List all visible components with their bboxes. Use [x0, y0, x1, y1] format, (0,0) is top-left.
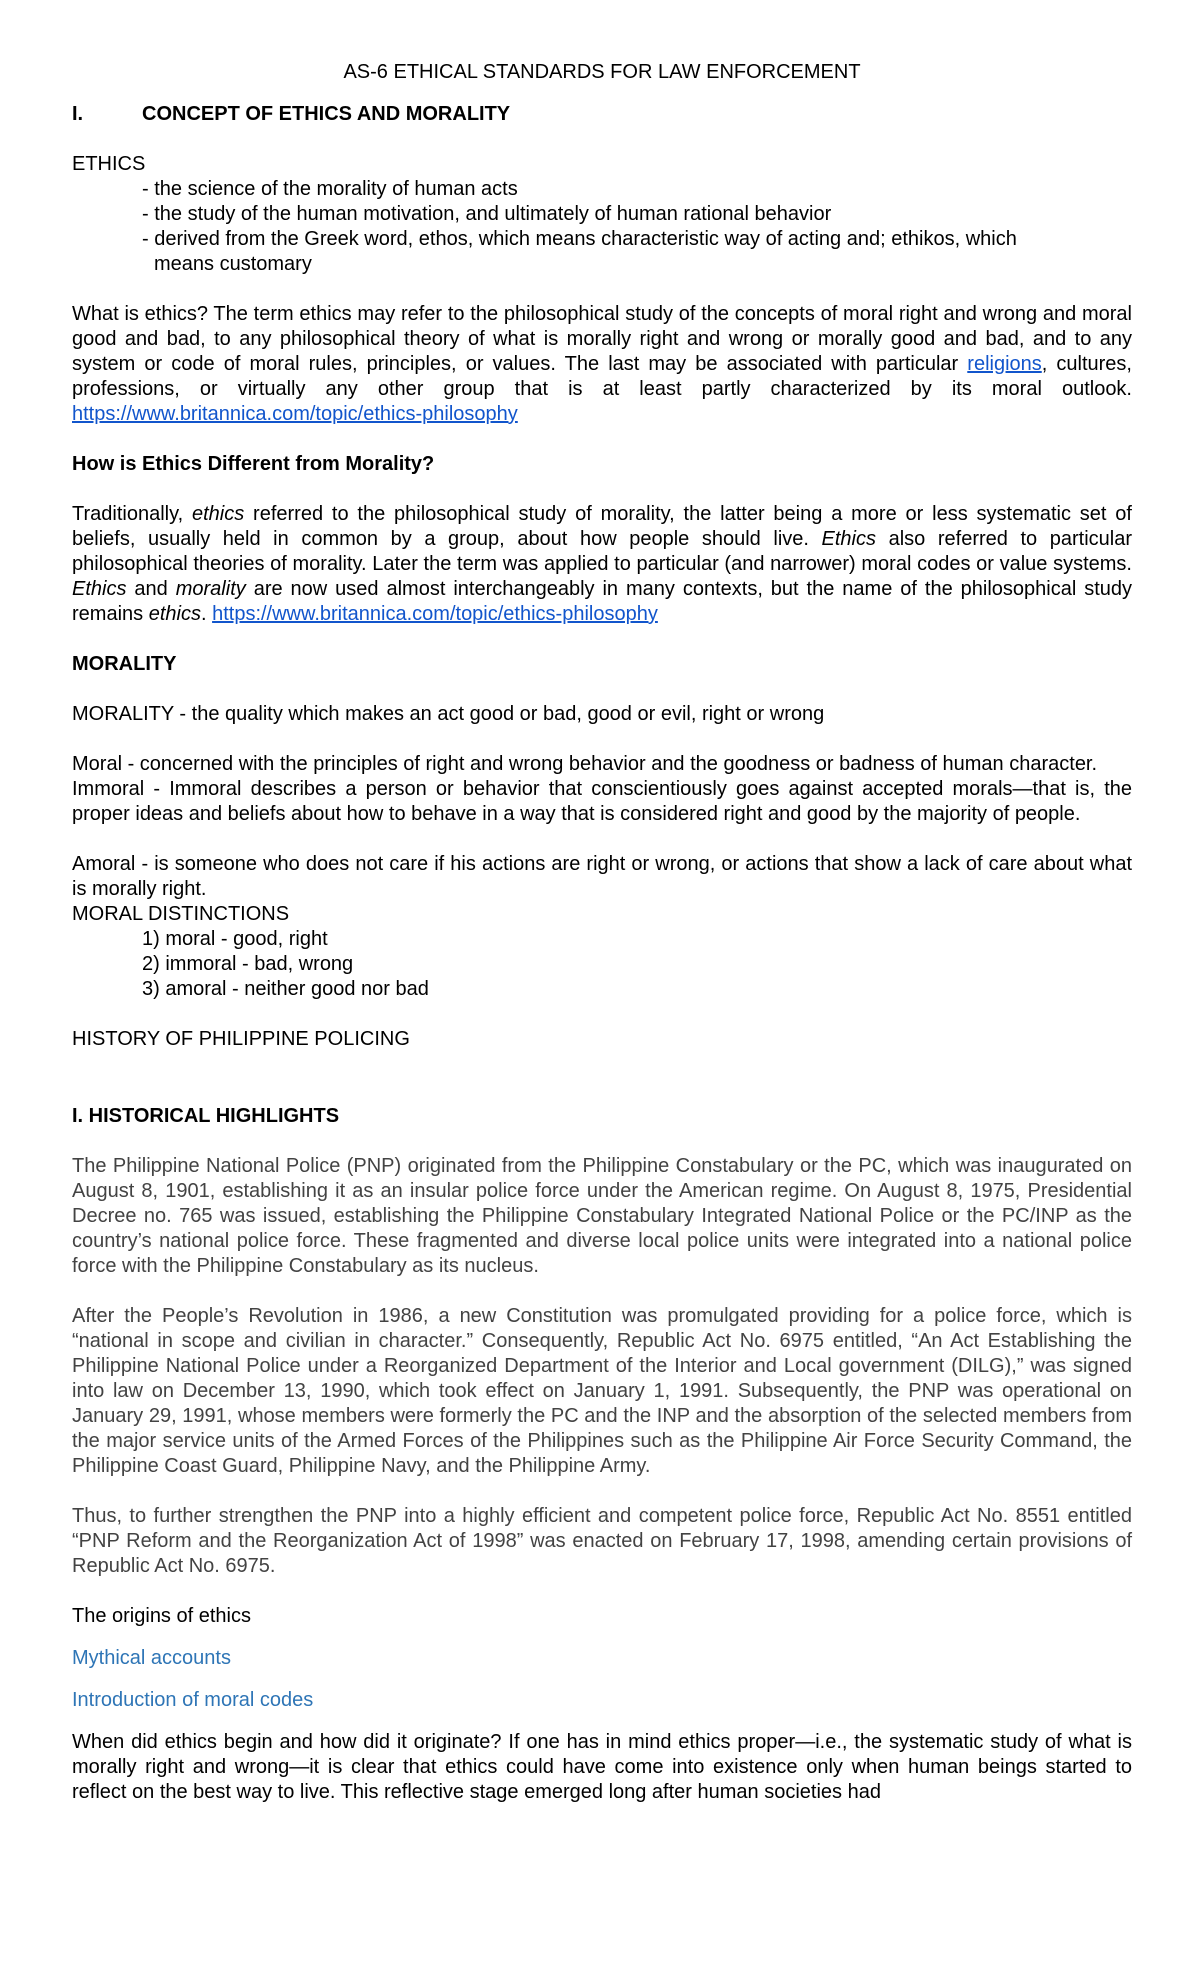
britannica-link[interactable]: https://www.britannica.com/topic/ethics-philosophy: [72, 403, 518, 425]
section-number: I.: [72, 103, 84, 125]
moral-distinctions-label: MORAL DISTINCTIONS: [72, 903, 290, 925]
ethics-bullet-continuation: means customary: [154, 253, 312, 275]
origins-paragraph: When did ethics begin and how did it originate? If one has in mind ethics proper—i.e., the systematic study of what is morally right and wrong—it is clear that ethics could have come into existence only when human beings started to reflect on the best way to live. This reflective stage emerged long after human societies had: [72, 1731, 1132, 1803]
ethics-vs-morality-paragraph: Traditionally, ethics referred to the philosophical study of morality, the latter being a more or less systematic set of beliefs, usually held in common by a group, about how people should live. Ethics also referred to particular philosophical theories of morality. Later the term was applied to particular (and narrower) moral codes or value systems. Ethics and morality are now used almost interchangeably in many contexts, but the name of the philosophical study remains ethics. https://www.britannica.com/topic/ethics-philosophy: [72, 503, 1133, 625]
morality-heading: MORALITY: [72, 653, 177, 675]
moral-definition: Moral - concerned with the principles of right and wrong behavior and the goodness or badness of human character.: [72, 753, 1098, 775]
document-title: AS-6 ETHICAL STANDARDS FOR LAW ENFORCEMENT: [343, 61, 861, 83]
subheading-ethics-vs-morality: How is Ethics Different from Morality?: [72, 453, 435, 475]
what-is-ethics-paragraph: What is ethics? The term ethics may refer to the philosophical study of the concepts of moral right and wrong and moral good and bad, to any philosophical theory of what is morally right and wrong or morally good and bad, and to any system or code of moral rules, principles, or values. The last may be associated with particular religions, cultures, professions, or virtually any other group that is at least partly characterized by its moral outlook. https://www.britannica.com/topic/ethics-philosophy: [72, 303, 1132, 425]
moral-codes-heading: Introduction of moral codes: [72, 1689, 314, 1711]
section-heading: [72, 102, 1132, 127]
list-item: 2) immoral - bad, wrong: [142, 953, 354, 975]
mythical-accounts-heading: Mythical accounts: [72, 1647, 231, 1669]
immoral-definition: Immoral - Immoral describes a person or behavior that conscientiously goes against accepted morals—that is, the proper ideas and beliefs about how to behave in a way that is considered right and good by the majority of people.: [72, 778, 1132, 825]
origins-heading: The origins of ethics: [72, 1605, 251, 1627]
ethics-definitions: [72, 177, 1132, 277]
ethics-bullet: - the science of the morality of human acts: [142, 178, 518, 200]
britannica-link[interactable]: https://www.britannica.com/topic/ethics-philosophy: [212, 603, 658, 625]
history-label: HISTORY OF PHILIPPINE POLICING: [72, 1028, 410, 1050]
ethics-label: ETHICS: [72, 153, 146, 175]
history-paragraph-3: Thus, to further strengthen the PNP into a highly efficient and competent police force, Republic Act No. 8551 entitled “PNP Reform and the Reorganization Act of 1998” was enacted on February 17, 1998, amending certain provisions of Republic Act No. 6975.: [72, 1505, 1132, 1577]
ethics-bullet: - derived from the Greek word, ethos, which means characteristic way of acting and; ethikos, which: [142, 228, 1017, 250]
list-item: 3) amoral - neither good nor bad: [142, 978, 429, 1000]
moral-distinctions-list: [72, 927, 1132, 1002]
document-page: [72, 60, 1132, 1805]
morality-definition: MORALITY - the quality which makes an act good or bad, good or evil, right or wrong: [72, 703, 825, 725]
history-paragraph-1: The Philippine National Police (PNP) originated from the Philippine Constabulary or the PC, which was inaugurated on August 8, 1901, establishing it as an insular police force under the American regime. On August 8, 1975, Presidential Decree no. 765 was issued, establishing the Philippine Constabulary Integrated National Police or the PC/INP as the country’s national police force. These fragmented and diverse local police units were integrated into a national police force with the Philippine Constabulary as its nucleus.: [72, 1155, 1132, 1277]
religions-link[interactable]: religions: [967, 353, 1042, 375]
history-paragraph-2: After the People’s Revolution in 1986, a new Constitution was promulgated providing for a police force, which is “national in scope and civilian in character.” Consequently, Republic Act No. 6975 entitled, “An Act Establishing the Philippine National Police under a Reorganized Department of the Interior and Local government (DILG),” was signed into law on December 13, 1990, which took effect on January 1, 1991. Subsequently, the PNP was operational on January 29, 1991, whose members were formerly the PC and the INP and the absorption of the selected members from the major service units of the Armed Forces of the Philippines such as the Philippine Air Force Security Command, the Philippine Coast Guard, Philippine Navy, and the Philippine Army.: [72, 1305, 1132, 1477]
section-title: CONCEPT OF ETHICS AND MORALITY: [142, 103, 511, 125]
historical-highlights-heading: I. HISTORICAL HIGHLIGHTS: [72, 1105, 340, 1127]
list-item: 1) moral - good, right: [142, 928, 328, 950]
amoral-definition: Amoral - is someone who does not care if his actions are right or wrong, or actions that show a lack of care about what is morally right.: [72, 853, 1132, 900]
ethics-bullet: - the study of the human motivation, and ultimately of human rational behavior: [142, 203, 832, 225]
